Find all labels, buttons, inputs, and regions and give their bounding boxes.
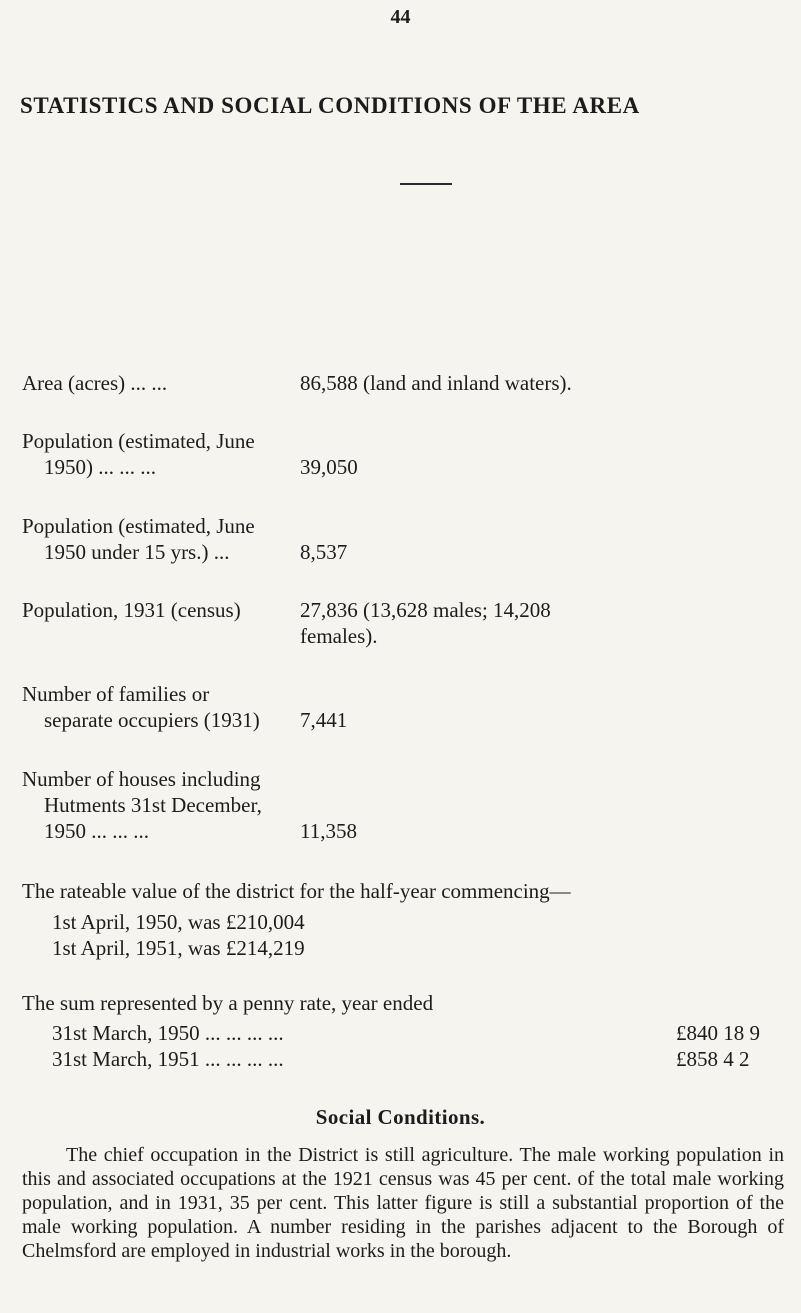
stat-area-value <box>300 370 572 396</box>
stat-label-line: Population, 1931 (census) <box>22 598 241 622</box>
social-conditions-paragraph: The chief occupation in the District is still agriculture. The male working population in this and associated occupations at the 1921 census was 45 per cent. of the total male working population, and in 1931, 35 per cent. This latter figure is still a substantial proportion of the male working population. A number residing in the parishes adjacent to the Borough of Chelmsford are employed in industrial works in the borough. <box>22 1144 784 1262</box>
stat-houses-label <box>22 766 262 844</box>
penny-rate-label-1951: 31st March, 1951 ... ... ... ... <box>52 1047 284 1071</box>
stat-label-line: Population (estimated, June <box>22 514 255 538</box>
stat-label-line: 1950) ... ... ... <box>44 455 156 479</box>
stat-value-line: females). <box>300 624 378 648</box>
stat-families-value <box>300 707 347 733</box>
stat-under15-label <box>22 513 255 565</box>
stat-census-label <box>22 597 241 623</box>
stat-label-line: 1950 ... ... ... <box>44 819 149 843</box>
social-conditions-body <box>22 1143 784 1263</box>
stat-value-line: 7,441 <box>300 708 348 732</box>
penny-rate-value-1950: £840 18 9 <box>676 1021 760 1045</box>
rateable-intro: The rateable value of the district for the half-year commencing— <box>22 879 571 903</box>
stat-label-line: Area (acres) ... ... <box>22 371 168 395</box>
rateable-line-1950: 1st April, 1950, was £210,004 <box>52 910 305 934</box>
stat-label-line: Number of families or <box>22 682 210 706</box>
page-number: 44 <box>390 6 411 28</box>
stat-label-line: Hutments 31st December, <box>44 793 262 817</box>
penny-rate-label-1950: 31st March, 1950 ... ... ... ... <box>52 1021 284 1045</box>
stat-population-value <box>300 454 358 480</box>
stat-label-line: 1950 under 15 yrs.) ... <box>44 540 230 564</box>
stat-area-label <box>22 370 167 396</box>
stat-population-label <box>22 428 255 480</box>
stat-value-line: 86,588 (land and inland waters). <box>300 371 572 395</box>
stat-value-line: 39,050 <box>300 455 358 479</box>
penny-rate-value-1951: £858 4 2 <box>676 1047 750 1071</box>
penny-rate-intro: The sum represented by a penny rate, year ended <box>22 991 434 1015</box>
stat-label-line: Population (estimated, June <box>22 429 255 453</box>
stat-label-line: separate occupiers (1931) <box>44 708 260 732</box>
stat-under15-value <box>300 539 347 565</box>
stat-houses-value <box>300 818 357 844</box>
stat-label-line: Number of houses including <box>22 767 261 791</box>
page-heading: STATISTICS AND SOCIAL CONDITIONS OF THE AREA <box>20 93 640 118</box>
stat-families-label <box>22 681 260 733</box>
social-conditions-title: Social Conditions. <box>315 1105 486 1129</box>
heading-divider <box>400 183 452 185</box>
stat-census-value <box>300 597 551 649</box>
stat-value-line: 11,358 <box>300 819 357 843</box>
stat-value-line: 27,836 (13,628 males; 14,208 <box>300 598 551 622</box>
stat-value-line: 8,537 <box>300 540 348 564</box>
rateable-line-1951: 1st April, 1951, was £214,219 <box>52 936 305 960</box>
